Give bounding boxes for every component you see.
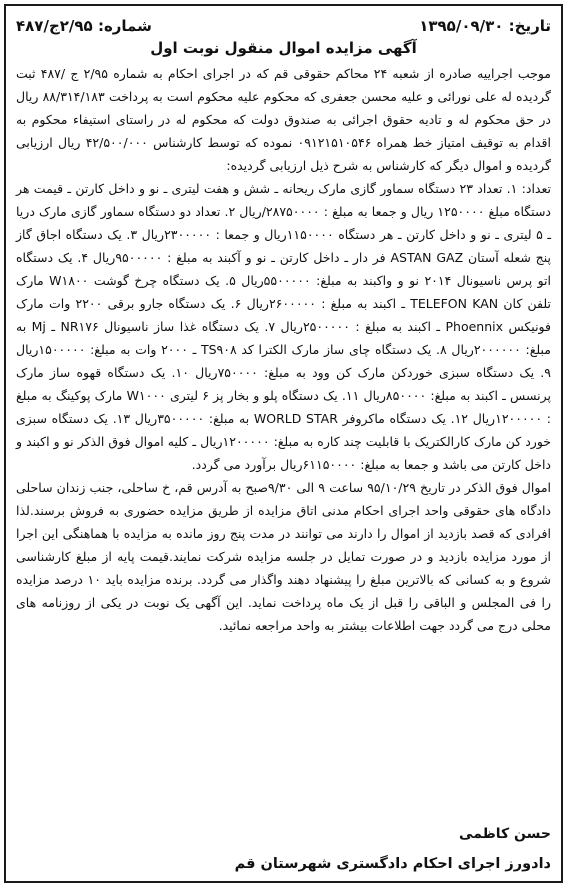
signatory-office: دادورز اجرای احکام دادگستری شهرستان قم	[234, 856, 551, 872]
items-paragraph: تعداد: ۱. تعداد ۲۳ دستگاه سماور گازی مارک ریحانه ـ شش و هفت لیتری ـ نو و داخل کارتن ـ قیمت هر دستگاه مبلغ ۱۲۵۰۰۰۰ ریال و جمعا به مبلغ : ۲۸۷۵۰۰۰۰/ریال ۲. تعداد دو دستگاه سماور گازی مارک دریا ـ ۵ لیتری ـ نو و داخل کارتن ـ هر دستگاه ۱۱۵۰۰۰۰ریال و جمعا : ۲۳۰۰۰۰۰ریال ۳. یک دستگاه اجاق گاز پنج شعله آستان ASTAN GAZ فر دار ـ داخل کارتن ـ نو و آکبند به مبلغ : ۹۵۰۰۰۰۰ریال ۴. یک دستگاه اتو پرس ناسیونال ۲۰۱۴ نو و واکبند به مبلغ: ۵۵۰۰۰۰۰ریال ۵. یک دستگاه چرخ گوشت W۱۸۰۰ مارک تلفن کان TELEFON KAN ـ اکبند به مبلغ : ۲۶۰۰۰۰۰ریال ۶. یک دستگاه جارو برقی ۲۲۰۰ وات مارک فونیکس Phoennix ـ اکبند به مبلغ : ۲۵۰۰۰۰۰ریال ۷. یک دستگاه غذا ساز ناسیونال NR۱۷۶ ـ Mj به مبلغ: ۲۰۰۰۰۰۰ریال ۸. یک دستگاه چای ساز مارک الکترا کد TS۹۰۸ ـ ۲۰۰۰ وات به مبلغ: ۱۵۰۰۰۰۰ریال ۹. یک دستگاه سبزی خوردکن مارک کن وود به مبلغ: ۷۵۰۰۰۰ریال ۱۰. یک دستگاه قهوه ساز مارک پرنسس ـ اکبند به مبلغ: ۸۵۰۰۰۰ریال ۱۱. یک دستگاه پلو و بخار پز ۶ لیتری W۱۰۰۰ مارک پوکینگ به مبلغ : ۱۲۰۰۰۰۰ریال ۱۲. یک دستگاه ماکروفر WORLD STAR به مبلغ: ۳۵۰۰۰۰۰ریال ۱۳. یک دستگاه سبزی خورد کن مارک کارالکتریک با قابلیت چند کاره به مبلغ: ۱۲۰۰۰۰۰ریال ـ کلیه اموال فوق الذکر نو و اکبند و داخل کارتن می باشد و جمعا به مبلغ: ۶۱۱۵۰۰۰۰ریال برآورد می گردد.	[16, 181, 552, 472]
notice-title: آگهی مزایده اموال منقول نوبت اول	[150, 39, 417, 57]
intro-paragraph: موجب اجراییه صادره از شعبه ۲۴ محاکم حقوقی قم که در اجرای احکام به شماره ۲/۹۵ ج /۴۸۷ ثبت گردیده له علی نورائی و علیه محسن جعفری که محکوم علیه محکوم است به پرداخت ۸۸/۳۱۴/۱۸۳ ریال در حق محکوم له و تادیه حقوق اجرائی به صندوق دولت که محکوم له در راستای استیفاء محکوم به اقدام به توقیف امتیاز خط همراه ۰۹۱۲۱۵۱۰۵۴۶ نموده که توسط کارشناس ۴۲/۵۰۰/۰۰۰ ریال ارزیابی گردیده و اموال دیگر که کارشناس به شرح ذیل ارزیابی گردیده:	[16, 66, 551, 173]
notice-frame	[4, 4, 563, 883]
notice-number: شماره: ۲/۹۵ج/۴۸۷	[16, 17, 152, 35]
auction-terms-paragraph: اموال فوق الذکر در تاریخ ۹۵/۱۰/۲۹ ساعت ۹ الی ۹/۳۰صبح به آدرس قم، خ ساحلی، جنب زندان ساحلی دادگاه های حقوقی واحد اجرای احکام مدنی اتاق مزایده از طریق مزایده حضوری به فروش برسند.لذا افرادی که قصد بازدید از اموال را دارند می توانند در مدت پنج روز مانده به مزایده با هماهنگی این اجرا از مورد مزایده بازدید و در صورت تمایل در جلسه مزایده شرکت نمایند.قیمت پایه از مبلغ کارشناسی شروع و به کسانی که بالاترین مبلغ را پیشنهاد دهند واگذار می گردد. برنده مزایده باید ۱۰ درصد مزایده را فی المجلس و الباقی را قبل از یک ماه پرداخت نماید. این آگهی یک نوبت در یکی از روزنامه های محلی درج می گردد جهت اطلاعات بیشتر به واحد مراجعه نمائید.	[16, 480, 551, 633]
notice-date: تاریخ: ۱۳۹۵/۰۹/۳۰	[419, 17, 551, 35]
signatory-name: حسن کاظمی	[459, 826, 551, 842]
notice-header	[16, 16, 551, 36]
